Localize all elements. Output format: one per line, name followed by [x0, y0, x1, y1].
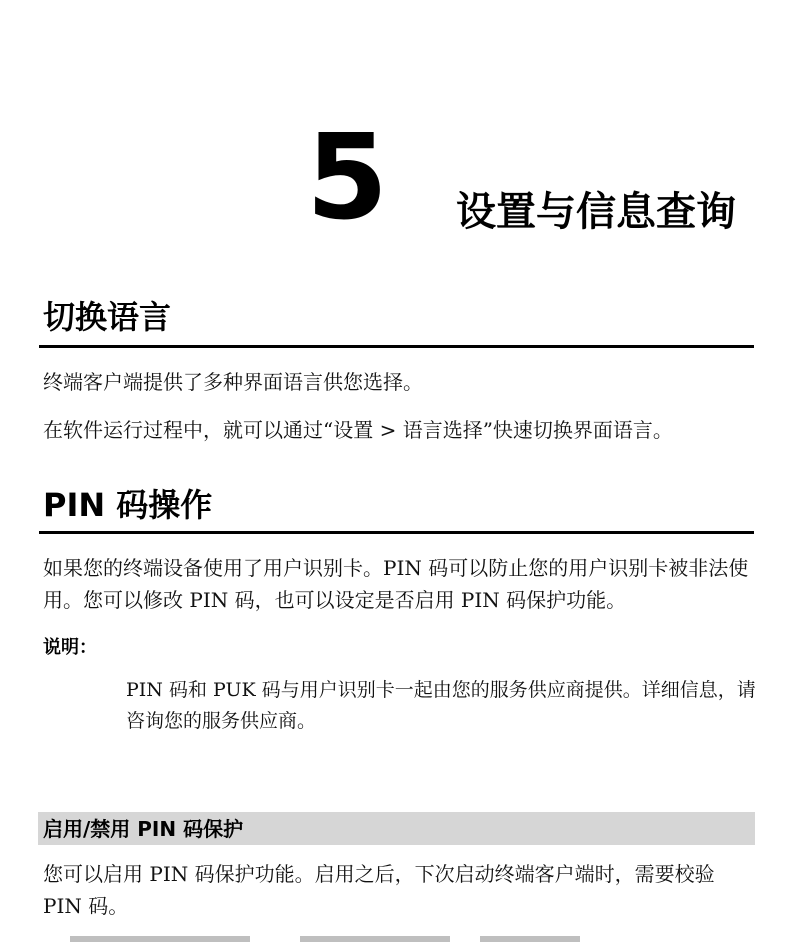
chapter-title: 设置与信息查询 [456, 189, 736, 235]
section-rule-pin [39, 531, 754, 534]
section-heading-pin: PIN 码操作 [43, 486, 213, 524]
paragraph-pin-intro: 如果您的终端设备使用了用户识别卡。PIN 码可以防止您的用户识别卡被非法使用。您可以修改 PIN 码，也可以设定是否启用 PIN 码保护功能。 [43, 556, 749, 612]
paragraph-language-switch: 在软件运行过程中，就可以通过“设置 > 语言选择”快速切换界面语言。 [43, 418, 673, 442]
section-rule-language [39, 345, 754, 348]
section-heading-language: 切换语言 [43, 298, 172, 336]
subsection-heading: 启用/禁用 PIN 码保护 [43, 817, 244, 841]
paragraph-language-intro: 终端客户端提供了多种界面语言供您选择。 [43, 370, 423, 394]
cut-off-text-fragment [70, 936, 250, 942]
cut-off-text-fragment [480, 936, 580, 942]
note-text: PIN 码和 PUK 码与用户识别卡一起由您的服务供应商提供。详细信息，请咨询您的服务供应商。 [126, 679, 756, 732]
chapter-number: 5 [306, 108, 387, 246]
cut-off-text-fragment [300, 936, 450, 942]
note-label: 说明： [43, 637, 97, 658]
paragraph-pin-protection: 您可以启用 PIN 码保护功能。启用之后，下次启动终端客户端时，需要校验 PIN 码。 [43, 862, 715, 918]
